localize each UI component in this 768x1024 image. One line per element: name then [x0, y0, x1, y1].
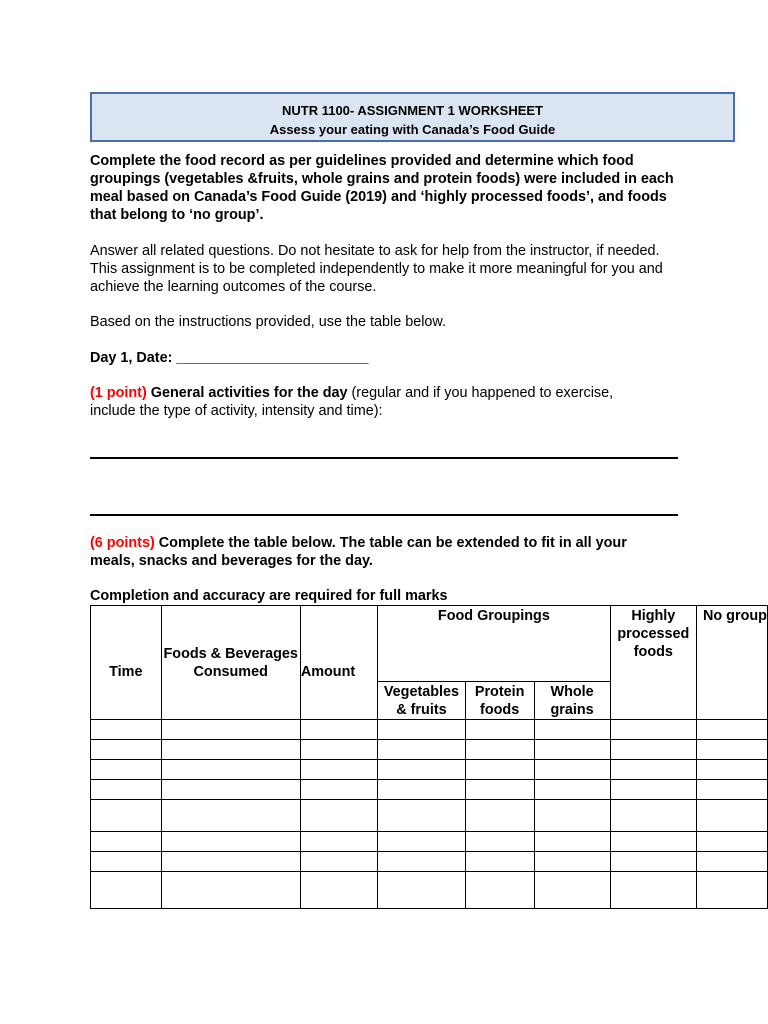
table-row[interactable]: [91, 852, 768, 872]
activity-answer-line-2[interactable]: [90, 514, 678, 516]
course-title: NUTR 1100- ASSIGNMENT 1 WORKSHEET: [281, 103, 543, 118]
table-task: [90, 534, 670, 570]
food-record-table: [90, 605, 768, 909]
header-whole-grains: Whole grains: [534, 682, 610, 720]
header-highly-processed: Highly processed foods: [610, 606, 696, 720]
activities-label: General activities for the day: [150, 385, 348, 401]
activities-points: (1 point): [90, 385, 147, 401]
header-foods-beverages: Foods & Beverages Consumed: [161, 606, 300, 720]
table-row[interactable]: [91, 720, 768, 740]
table-row[interactable]: [91, 740, 768, 760]
worksheet-subtitle: Assess your eating with Canada’s Food Guide: [269, 122, 556, 137]
table-row[interactable]: [91, 780, 768, 800]
day-date-line[interactable]: Day 1, Date: ________________________: [90, 350, 369, 366]
worksheet-header: [90, 92, 735, 142]
table-row[interactable]: [91, 872, 768, 909]
header-time: Time: [91, 606, 162, 720]
intro-instructions: Complete the food record as per guidelines provided and determine which food groupings (vegetables &fruits, whole grains and protein foods) were included in each meal based on Canada’s Food Guide (2019) and ‘highly processed foods’, and foods that belong to ‘no group’.: [90, 153, 674, 223]
table-row[interactable]: [91, 800, 768, 832]
activity-answer-line-1[interactable]: [90, 457, 678, 459]
table-task-text: Complete the table below. The table can be extended to fit in all your meals, snacks and beverages for the day.: [90, 535, 627, 569]
header-protein-foods: Protein foods: [465, 682, 534, 720]
table-row[interactable]: [91, 760, 768, 780]
header-vegetables-fruits: Vegetables & fruits: [378, 682, 466, 720]
header-amount: Amount: [300, 606, 377, 720]
table-task-points: (6 points): [90, 535, 155, 551]
header-food-groupings: Food Groupings: [378, 606, 611, 682]
table-instruction: Based on the instructions provided, use the table below.: [90, 314, 446, 330]
activities-prompt: [90, 384, 660, 420]
table-row[interactable]: [91, 832, 768, 852]
header-no-group: No group: [697, 606, 768, 720]
completion-note: Completion and accuracy are required for full marks: [90, 588, 448, 604]
answer-instructions: Answer all related questions. Do not hesitate to ask for help from the instructor, if needed. This assignment is to be completed independently to make it more meaningful for you and achieve the learning outcomes of the course.: [90, 243, 663, 295]
activities-description: (regular and if you happened to exercise, include the type of activity, intensity and time):: [90, 385, 614, 419]
